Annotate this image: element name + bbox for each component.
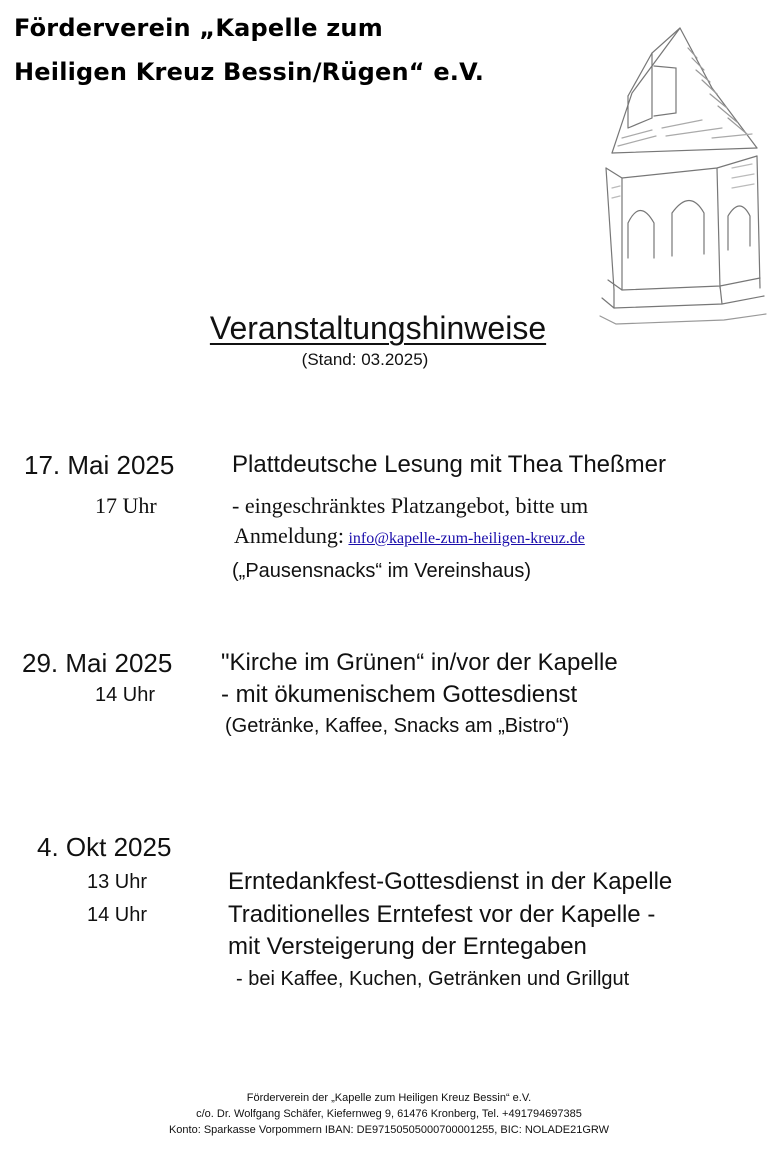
status-date: (Stand: 03.2025) [301,350,429,369]
event-1-email-link[interactable]: info@kapelle-zum-heiligen-kreuz.de [348,530,585,547]
event-2-date: 29. Mai 2025 [22,648,173,678]
event-1-date: 17. Mai 2025 [24,450,175,480]
event-2-title: "Kirche im Grünen“ in/vor der Kapelle [221,649,618,676]
page-title: Veranstaltungshinweise [209,310,547,346]
event-2-note-line1: - mit ökumenischem Gottesdienst [221,681,578,708]
event-3-item-2a: Traditionelles Erntefest vor der Kapelle - [228,901,656,928]
event-2-time: 14 Uhr [95,684,156,706]
event-1-time: 17 Uhr [95,493,157,518]
association-name-line2: Heiligen Kreuz Bessin/Rügen“ e.V. [14,58,485,86]
chapel-sketch-icon [592,18,768,330]
footer-line1: Förderverein der „Kapelle zum Heiligen Kreuz Bessin“ e.V. [246,1092,532,1104]
event-3-date: 4. Okt 2025 [37,832,172,862]
event-2-note-line2: (Getränke, Kaffee, Snacks am „Bistro“) [225,715,570,737]
association-name-line1: Förderverein „Kapelle zum [14,14,383,42]
event-1-note-line1: - eingeschränktes Platzangebot, bitte um [232,493,589,518]
event-1-note-line3: („Pausensnacks“ im Vereinshaus) [232,560,532,582]
event-1-title: Plattdeutsche Lesung mit Thea Theßmer [232,451,667,478]
event-3-time-1: 13 Uhr [87,871,148,893]
event-3-item-2c: - bei Kaffee, Kuchen, Getränken und Grillgut [236,968,630,990]
footer-line3: Konto: Sparkasse Vorpommern IBAN: DE97150505000700001255, BIC: NOLADE21GRW [168,1124,610,1136]
footer-line2: c/o. Dr. Wolfgang Schäfer, Kiefernweg 9, 61476 Kronberg, Tel. +491794697385 [196,1108,582,1120]
event-3-item-2b: mit Versteigerung der Erntegaben [228,933,587,960]
event-3-item-1: Erntedankfest-Gottesdienst in der Kapelle [228,868,673,895]
event-3-time-2: 14 Uhr [87,904,148,926]
event-1-note-line2 [234,523,585,549]
event-1-registration-label: Anmeldung: [234,523,344,548]
